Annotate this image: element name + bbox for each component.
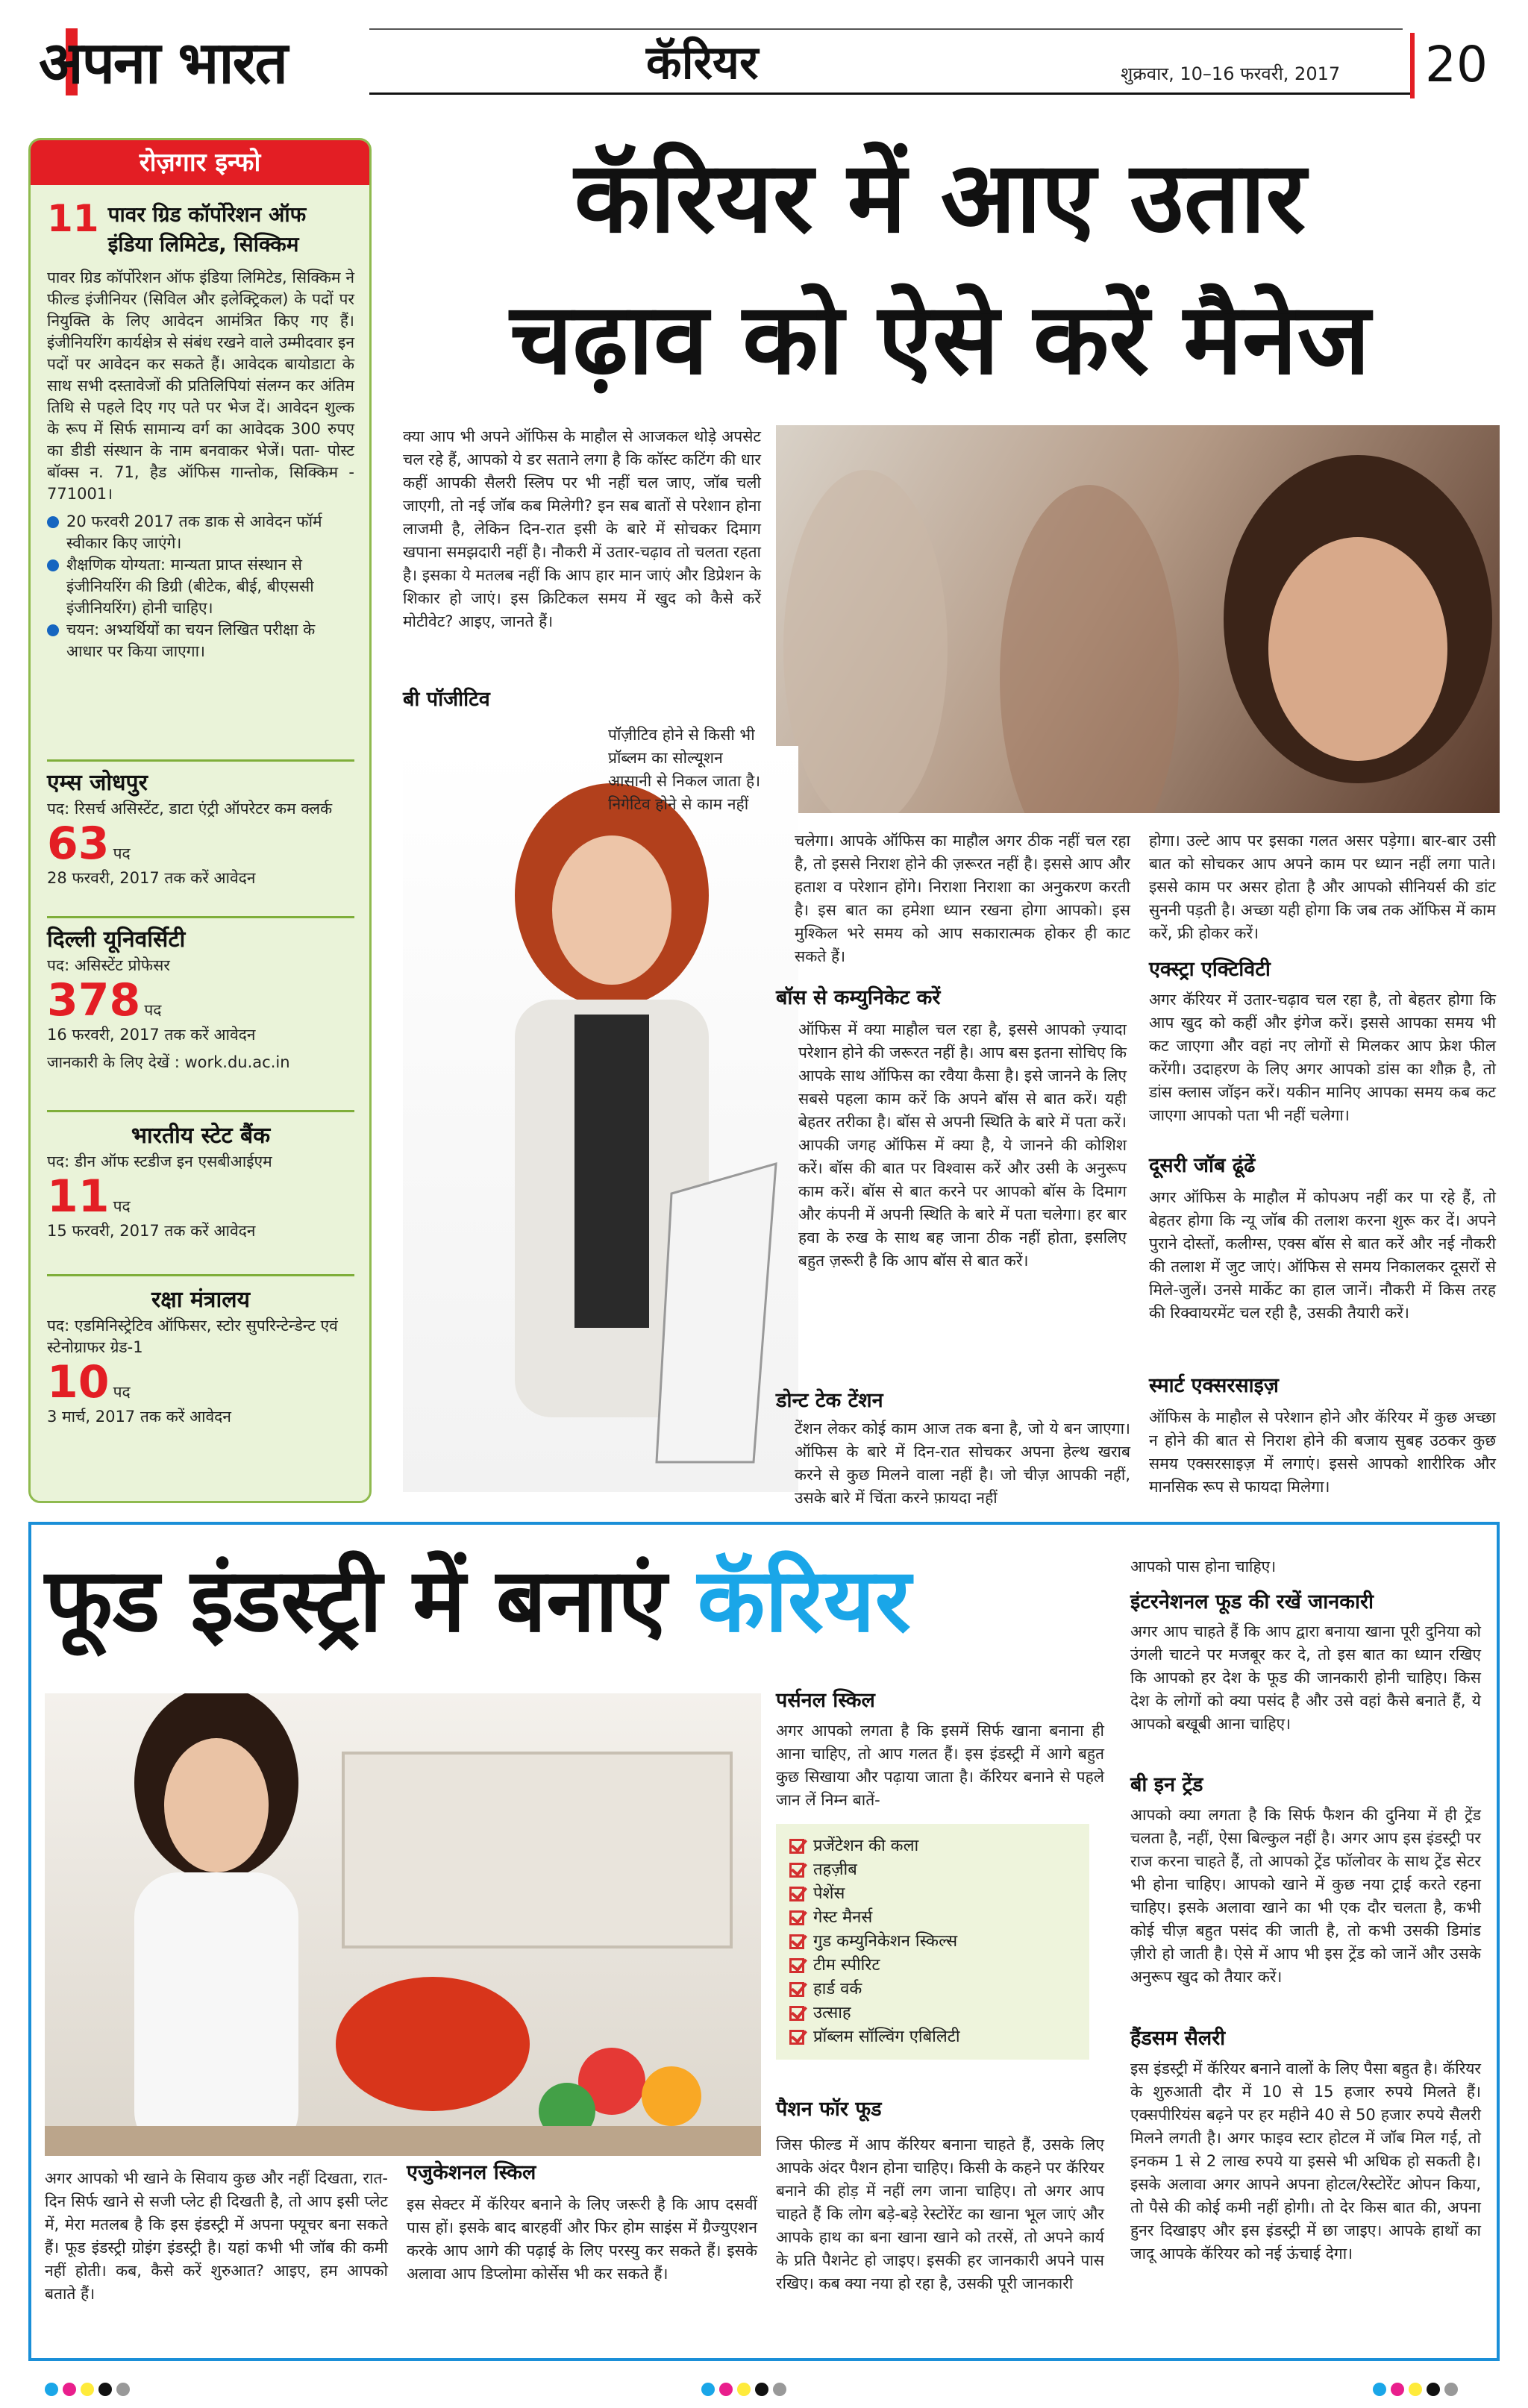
checkmark-icon xyxy=(789,2006,804,2021)
yellow-dot-icon xyxy=(1409,2383,1422,2396)
article1-sub-boss: बॉस से कम्युनिकेट करें xyxy=(776,986,941,1009)
grey-dot-icon xyxy=(1444,2383,1458,2396)
issue-date: शुक्रवार, 10–16 फरवरी, 2017 xyxy=(1121,63,1341,84)
sbi-unit: पद xyxy=(113,1197,131,1215)
article1-smart-text: ऑफिस के माहौल से परेशान होने और कॅरियर में कुछ अच्छा न होने की बात से निराश होने की बजाय सुबह उठकर कुछ समय एक्सरसाइज़ में लगाएं। इससे आपको शारीरिक और मानसिक रूप से फायदा मिलेगा। xyxy=(1149,1408,1496,1496)
businesswoman-photo xyxy=(403,746,798,1492)
article2-personal-text: अगर आपको लगता है कि इसमें सिर्फ खाना बनाना ही आना चाहिए, तो आप गलत हैं। इस इंडस्ट्री में आगे बहुत कुछ सिखाया और पढ़ाया जाता है। कॅरियर बनाने से पहले जान लें निम्न बातें- xyxy=(776,1722,1104,1809)
aiims-title: एम्स जोधपुर xyxy=(47,770,148,796)
grey-dot-icon xyxy=(116,2383,130,2396)
article2-passion-text: जिस फील्ड में आप कॅरियर बनाना चाहते हैं, उसके लिए आपके अंदर पैशन होना चाहिए। किसी के कहने पर कॅरियर बनाने की होड़ में नहीं लग जाना चाहिए। तो अगर आप चाहते हैं कि लोग बड़े-बड़े रेस्टोरेंट का खाना भूल जाएं और आपके हाथ का बना खाना खाने को तरसें, तो अपने कार्य के प्रति पैशनेट हो जाइए। इसकी हर जानकारी अपने पास रखिए। कब क्या नया हो रहा है, उसकी पूरी जानकारी xyxy=(776,2136,1104,2292)
article1-sub-extra: एक्स्ट्रा एक्टिविटी xyxy=(1149,958,1271,981)
checkmark-icon xyxy=(789,1839,804,1854)
defence-deadline: 3 मार्च, 2017 तक करें आवेदन xyxy=(47,1408,231,1426)
du-info: जानकारी के लिए देखें : work.du.ac.in xyxy=(47,1053,290,1071)
article2-edu-text: इस सेक्टर में कॅरियर बनाने के लिए जरूरी है कि आप दसवीं पास हों। इसके बाद बारहवीं और फिर होम साइंस में ग्रैज्युएशन करके आप आगे की पढ़ाई के लिए परस्यु कर सकते हैं। इसके अलावा आप डिप्लोमा कोर्सेस भी कर सकते हैं। xyxy=(407,2195,757,2283)
article2-headline-text: फूड इंडस्ट्री में बनाएं xyxy=(45,1549,667,1652)
sidebar-divider xyxy=(47,916,354,918)
checkmark-icon xyxy=(789,2030,804,2045)
sidebar-block-aiims xyxy=(47,768,354,889)
checkmark-icon xyxy=(789,1863,804,1878)
checklist-item: तहज़ीब xyxy=(789,1858,1076,1882)
article2-sub-salary: हैंडसम सैलरी xyxy=(1130,2027,1226,2050)
bullet-dot-icon xyxy=(47,624,59,636)
defence-count: 10 xyxy=(47,1356,110,1408)
checkmark-icon xyxy=(789,1982,804,1997)
article2-intl-text: अगर आप चाहते हैं कि आप द्वारा बनाया खाना पूरी दुनिया को उंगली चाटने पर मजबूर कर दे, तो इस बात का ध्यान रखिए कि आपको हर देश के फूड की जानकारी होनी चाहिए। किस देश के लोगों को क्या पसंद है और उसे वहां कैसे बनाते हैं, ये आपको बखूबी आना चाहिए। xyxy=(1130,1622,1481,1733)
newspaper-logo: अपना भारत xyxy=(39,29,286,97)
powergrid-bullet: चयन: अभ्यर्थियों का चयन लिखित परीक्षा के आधार पर किया जाएगा। xyxy=(47,619,354,662)
article2-intro: अगर आपको भी खाने के सिवाय कुछ और नहीं दिखता, रात-दिन सिर्फ खाने से सजी प्लेट ही दिखती है, तो आप इसी प्लेट में, मेरा मतलब है कि इस इंडस्ट्री में अपना फ्यूचर बना सकते हैं। फूड इंडस्ट्री ग्रोइंग इंडस्ट्री है। यहां कभी भी जॉब की कमी नहीं होती। कब, कैसे करें शुरुआत? आइए, हम आपको बताते हैं। xyxy=(45,2169,388,2303)
magenta-dot-icon xyxy=(719,2383,733,2396)
businesswoman-image xyxy=(403,746,798,1492)
group-people-image xyxy=(776,425,1500,813)
article1-col2-top: चलेगा। आपके ऑफिस का माहौल अगर ठीक नहीं चल रहा है, तो इससे निराश होने की ज़रूरत नहीं है। इससे आप और हताश व परेशान होंगे। निराशा निराशा का अनुकरण करती है। इस बात का हमेशा ध्यान रखना होगा आपको। इस मुश्किल भरे समय को आप सकारात्मक होकर ही काट सकते हैं। xyxy=(795,832,1130,965)
article2-sub-trend: बी इन ट्रेंड xyxy=(1130,1773,1203,1796)
sidebar-block-du xyxy=(47,925,354,1073)
bullet-dot-icon xyxy=(47,559,59,571)
article1-sub-job: दूसरी जॉब ढूंढें xyxy=(1149,1154,1256,1177)
yellow-dot-icon xyxy=(81,2383,94,2396)
du-unit: पद xyxy=(144,1001,162,1019)
cyan-dot-icon xyxy=(701,2383,715,2396)
checklist-item: टीम स्पीरिट xyxy=(789,1954,1076,1978)
article1-job-text: अगर ऑफिस के माहौल में कोपअप नहीं कर पा रहे हैं, तो बेहतर होगा कि न्यू जॉब की तलाश करना शुरू कर दें। अपने पुराने दोस्तों, कलीग्स, एक्स बॉस से बात करें और नई नौकरी की तलाश में जुट जाएं। ऑफिस से समय निकालकर दूसरों से मिले-जुलें। उनसे मार्केट का हाल जानें। नौकरी में किस तरह की रिक्वायरमेंट चल रही है, उसकी तैयारी करें। xyxy=(1149,1188,1496,1322)
sidebar-block-powergrid xyxy=(47,197,354,662)
article1-sub-smart: स्मार्ट एक्सरसाइज़ xyxy=(1149,1374,1279,1397)
checkmark-icon xyxy=(789,1934,804,1949)
kitchen-woman-photo xyxy=(45,1693,761,2156)
checklist-item: प्रजेंटेशन की कला xyxy=(789,1834,1076,1858)
magenta-dot-icon xyxy=(63,2383,76,2396)
checklist-item: गुड कम्युनिकेशन स्किल्स xyxy=(789,1930,1076,1954)
article2-headline xyxy=(45,1537,911,1657)
sbi-deadline: 15 फरवरी, 2017 तक करें आवेदन xyxy=(47,1222,256,1240)
sidebar-divider xyxy=(47,1110,354,1112)
article1-tension-text: टेंशन लेकर कोई काम आज तक बना है, जो ये बन जाएगा। ऑफिस के बारे में दिन-रात सोचकर अपना हेल्थ खराब करने से कुछ मिलने वाला नहीं है। जो चीज़ आपकी नहीं, उसके बारे में चिंता करने फ़ायदा नहीं xyxy=(795,1420,1130,1507)
powergrid-title: पावर ग्रिड कॉर्पोरेशन ऑफ इंडिया लिमिटेड, सिक्किम xyxy=(107,202,307,257)
article2-sub-personal: पर्सनल स्किल xyxy=(776,1689,875,1712)
sidebar-header: रोज़गार इन्फो xyxy=(31,140,369,185)
black-dot-icon xyxy=(98,2383,112,2396)
sidebar-divider xyxy=(47,759,354,762)
checkmark-icon xyxy=(789,1958,804,1973)
black-dot-icon xyxy=(1427,2383,1440,2396)
article1-positive-text: पॉज़ीटिव होने से किसी भी प्रॉब्लम का सोल्यूशन आसानी से निकल जाता है। निगेटिव होने से काम नहीं xyxy=(608,726,761,813)
aiims-unit: पद xyxy=(113,844,131,862)
cyan-dot-icon xyxy=(45,2383,58,2396)
article2-salary-text: इस इंडस्ट्री में कॅरियर बनाने वालों के लिए पैसा बहुत है। कॅरियर के शुरुआती दौर में 10 से 15 हजार रुपये मिलते हैं। एक्सपीरियंस बढ़ने पर हर महीने 40 से 50 हजार रुपये सैलरी मिलने लगती है। अगर फाइव स्टार होटल में जॉब मिल गई, तो इनकम 1 से 2 लाख रुपये या इससे भी अधिक हो सकती है। इसके अलावा अगर आपने अपना होटल/रेस्टोरेंट ओपन किया, तो पैसे की कोई कमी नहीं होगी। तो देर किस बात की, अपना हुनर दिखाइए और इस इंडस्ट्री में छा जाइए। आपके हाथों का जादू आपके कॅरियर को नई ऊंचाई देगा। xyxy=(1130,2060,1481,2263)
job-info-sidebar xyxy=(28,138,372,1503)
sbi-count: 11 xyxy=(47,1170,110,1223)
du-deadline: 16 फरवरी, 2017 तक करें आवेदन xyxy=(47,1026,256,1044)
checklist-item: हार्ड वर्क xyxy=(789,1978,1076,2001)
sidebar-block-sbi xyxy=(47,1121,354,1242)
checklist-item: पेशेंस xyxy=(789,1882,1076,1906)
page-number: 20 xyxy=(1425,36,1488,93)
checkmark-icon xyxy=(789,1887,804,1901)
aiims-count: 63 xyxy=(47,818,110,870)
defence-posts: पद: एडमिनिस्ट्रेटिव ऑफिसर, स्टोर सुपरिन्टेन्डेन्ट एवं स्टेनोग्राफर ग्रेड-1 xyxy=(47,1317,338,1356)
article1-sub-positive: बी पॉजीटिव xyxy=(403,688,490,711)
article2-col4-top: आपको पास होना चाहिए। xyxy=(1130,1558,1277,1575)
checklist-item: उत्साह xyxy=(789,2001,1076,2025)
grey-dot-icon xyxy=(773,2383,786,2396)
yellow-dot-icon xyxy=(737,2383,751,2396)
cyan-dot-icon xyxy=(1373,2383,1386,2396)
article2-sub-intl: इंटरनेशनल फूड की रखें जानकारी xyxy=(1130,1590,1374,1614)
article1-sub-tension: डोन्ट टेक टेंशन xyxy=(776,1389,883,1412)
article1-intro: क्या आप भी अपने ऑफिस के माहौल से आजकल थोड़े अपसेट चल रहे हैं, आपको ये डर सताने लगा है कि कॉस्ट कटिंग की धार कहीं आपकी सैलरी स्लिप पर भी नहीं चल जाए, जॉब चली जाएगी, तो नई जॉब कब मिलेगी? इन सब बातों से परेशान होना लाजमी है, लेकिन दिन-रात इसी के बारे में सोचकर दिमाग खपाना समझदारी नहीं है। नौकरी में उतार-चढ़ाव तो चलता रहता है। इसका ये मतलब नहीं कि आप हार मान जाएं और डिप्रेशन के शिकार हो जाएं। इस क्रिटिकल समय में खुद को कैसे करें मोटीवेट? आइए, जानते हैं। xyxy=(403,427,761,630)
masthead-rule-top xyxy=(369,28,1403,30)
article1-headline-line1: कॅरियर में आए उतार xyxy=(574,140,1306,255)
article1-headline xyxy=(388,127,1492,410)
sbi-title: भारतीय स्टेट बैंक xyxy=(131,1123,271,1149)
du-posts: पद: असिस्टेंट प्रोफेसर xyxy=(47,956,170,974)
du-count: 378 xyxy=(47,974,141,1026)
sbi-posts: पद: डीन ऑफ स्टडीज इन एसबीआईएम xyxy=(47,1153,272,1170)
article1-headline-line2: चढ़ाव को ऐसे करें मैनेज xyxy=(510,282,1371,397)
color-dots-center xyxy=(701,2383,791,2399)
skills-checklist xyxy=(776,1824,1089,2060)
print-registration-footer xyxy=(0,2372,1528,2408)
checklist-item: गेस्ट मैनर्स xyxy=(789,1906,1076,1930)
article2-headline-accent: कॅरियर xyxy=(697,1549,911,1652)
page-number-separator xyxy=(1410,33,1415,98)
kitchen-woman-image xyxy=(45,1693,761,2156)
powergrid-count: 11 xyxy=(47,197,99,240)
powergrid-bullet: 20 फरवरी 2017 तक डाक से आवेदन फॉर्म स्वीकार किए जाएंगे। xyxy=(47,511,354,554)
sidebar-divider xyxy=(47,1274,354,1276)
checklist-item: प्रॉब्लम सॉल्विंग एबिलिटी xyxy=(789,2025,1076,2049)
smiling-woman-photo xyxy=(776,425,1500,813)
bullet-dot-icon xyxy=(47,516,59,528)
aiims-posts: पद: रिसर्च असिस्टेंट, डाटा एंट्री ऑपरेटर कम क्लर्क xyxy=(47,800,333,818)
article1-extra-text: अगर कॅरियर में उतार-चढ़ाव चल रहा है, तो बेहतर होगा कि आप खुद को कहीं और इंगेज करें। इससे आपका समय भी कट जाएगा और वहां नए लोगों से मिलकर आप फ्रेश फील करेंगी। उदाहरण के लिए अगर आपको डांस का शौक़ है, तो डांस क्लास जॉइन करें। यकीन मानिए आपका समय कब कट जाएगा आपको पता भी नहीं चलेगा। xyxy=(1149,991,1496,1124)
article2-sub-edu: एजुकेशनल स्किल xyxy=(407,2161,536,2184)
color-dots-left xyxy=(45,2383,134,2399)
defence-title: रक्षा मंत्रालय xyxy=(151,1287,250,1313)
article2-sub-passion: पैशन फॉर फूड xyxy=(776,2098,882,2121)
sidebar-block-defence xyxy=(47,1285,354,1428)
powergrid-body: पावर ग्रिड कॉर्पोरेशन ऑफ इंडिया लिमिटेड, सिक्किम ने फील्ड इंजीनियर (सिविल और इलेक्ट्रिकल) के पदों पर नियुक्ति के लिए आवेदन आमंत्रित किए गए हैं। इंजीनियरिंग कार्यक्षेत्र से संबंध रखने वाले उम्मीदवार इन पदों पर आवेदन कर सकते हैं। आवेदक बायोडाटा के साथ सभी दस्तावेजों की प्रतिलिपियां संलग्न कर अंतिम तिथि से पहले दिए गए पते पर भेज दें। आवेदन शुल्क के रूप में सिर्फ सामान्य वर्ग का आवेदक 300 रुपए का डीडी संस्थान के नाम बनवाकर भेजें। पता- पोस्ट बॉक्स न. 71, हैड ऑफिस गान्तोक, सिक्किम - 771001। xyxy=(47,269,354,503)
checkmark-icon xyxy=(789,1910,804,1925)
aiims-deadline: 28 फरवरी, 2017 तक करें आवेदन xyxy=(47,869,256,887)
powergrid-bullet: शैक्षणिक योग्यता: मान्यता प्राप्त संस्थान से इंजीनियरिंग की डिग्री (बीटेक, बीई, बीएससी इंजीनियरिंग) होनी चाहिए। xyxy=(47,554,354,619)
article2-trend-text: आपको क्या लगता है कि सिर्फ फैशन की दुनिया में ही ट्रेंड चलता है, नहीं, ऐसा बिल्कुल नहीं है। अगर आप इस इंडस्ट्री पर राज करना चाहते हैं, तो आपको ट्रेंड फॉलोवर के साथ ट्रेंड सेटर भी होना चाहिए। आपको खाने में कुछ नया ट्राई करते रहना चाहिए। इसके अलावा खाने का भी एक दौर चलता है, कभी कोई चीज़ बहुत पसंद की जाती है, तो कभी उसकी डिमांड ज़ीरो हो जाती है। ऐसे में आप भी इस ट्रेंड को जानें और उसके अनुरूप खुद को तैयार करें। xyxy=(1130,1806,1481,1986)
magenta-dot-icon xyxy=(1391,2383,1404,2396)
color-dots-right xyxy=(1373,2383,1462,2399)
article1-boss-text: ऑफिस में क्या माहौल चल रहा है, इससे आपको ज़्यादा परेशान होने की जरूरत नहीं है। आप बस इतना सोचिए कि आपके साथ ऑफिस का रवैया कैसा है। इसे जानने के लिए सबसे पहला काम करें कि अपने बॉस से बात करें। यही बेहतर तरीका है। बॉस से अपनी स्थिति के बारे में पता करें। आपकी जगह ऑफिस में क्या है, ये जानने की कोशिश करें। बॉस की बात पर विश्वास करें और उसी के अनुरूप काम करें। बॉस से बात करने पर आपको बॉस के दिमाग और कंपनी में अपनी स्थिति के बारे में पता चलेगा। हर बार हवा के रुख के साथ बह जाना ठीक नहीं होता, इसलिए बहुत ज़रूरी है कि आप बॉस से बात करें। xyxy=(798,1020,1127,1270)
section-title: कॅरियर xyxy=(646,35,759,90)
article1-col3-top: होगा। उल्टे आप पर इसका गलत असर पड़ेगा। बार-बार उसी बात को सोचकर आप अपने काम पर ध्यान नहीं लगा पाते। इससे काम पर असर होता है और आपको सीनियर्स की डांट सुननी पड़ती है। अच्छा यही होगा कि जब तक ऑफिस में काम करें, फ्री होकर करें। xyxy=(1149,832,1496,942)
masthead-rule-bottom xyxy=(369,93,1410,95)
defence-unit: पद xyxy=(113,1383,131,1401)
black-dot-icon xyxy=(755,2383,768,2396)
masthead xyxy=(0,0,1528,104)
du-title: दिल्ली यूनिवर्सिटी xyxy=(47,926,186,953)
